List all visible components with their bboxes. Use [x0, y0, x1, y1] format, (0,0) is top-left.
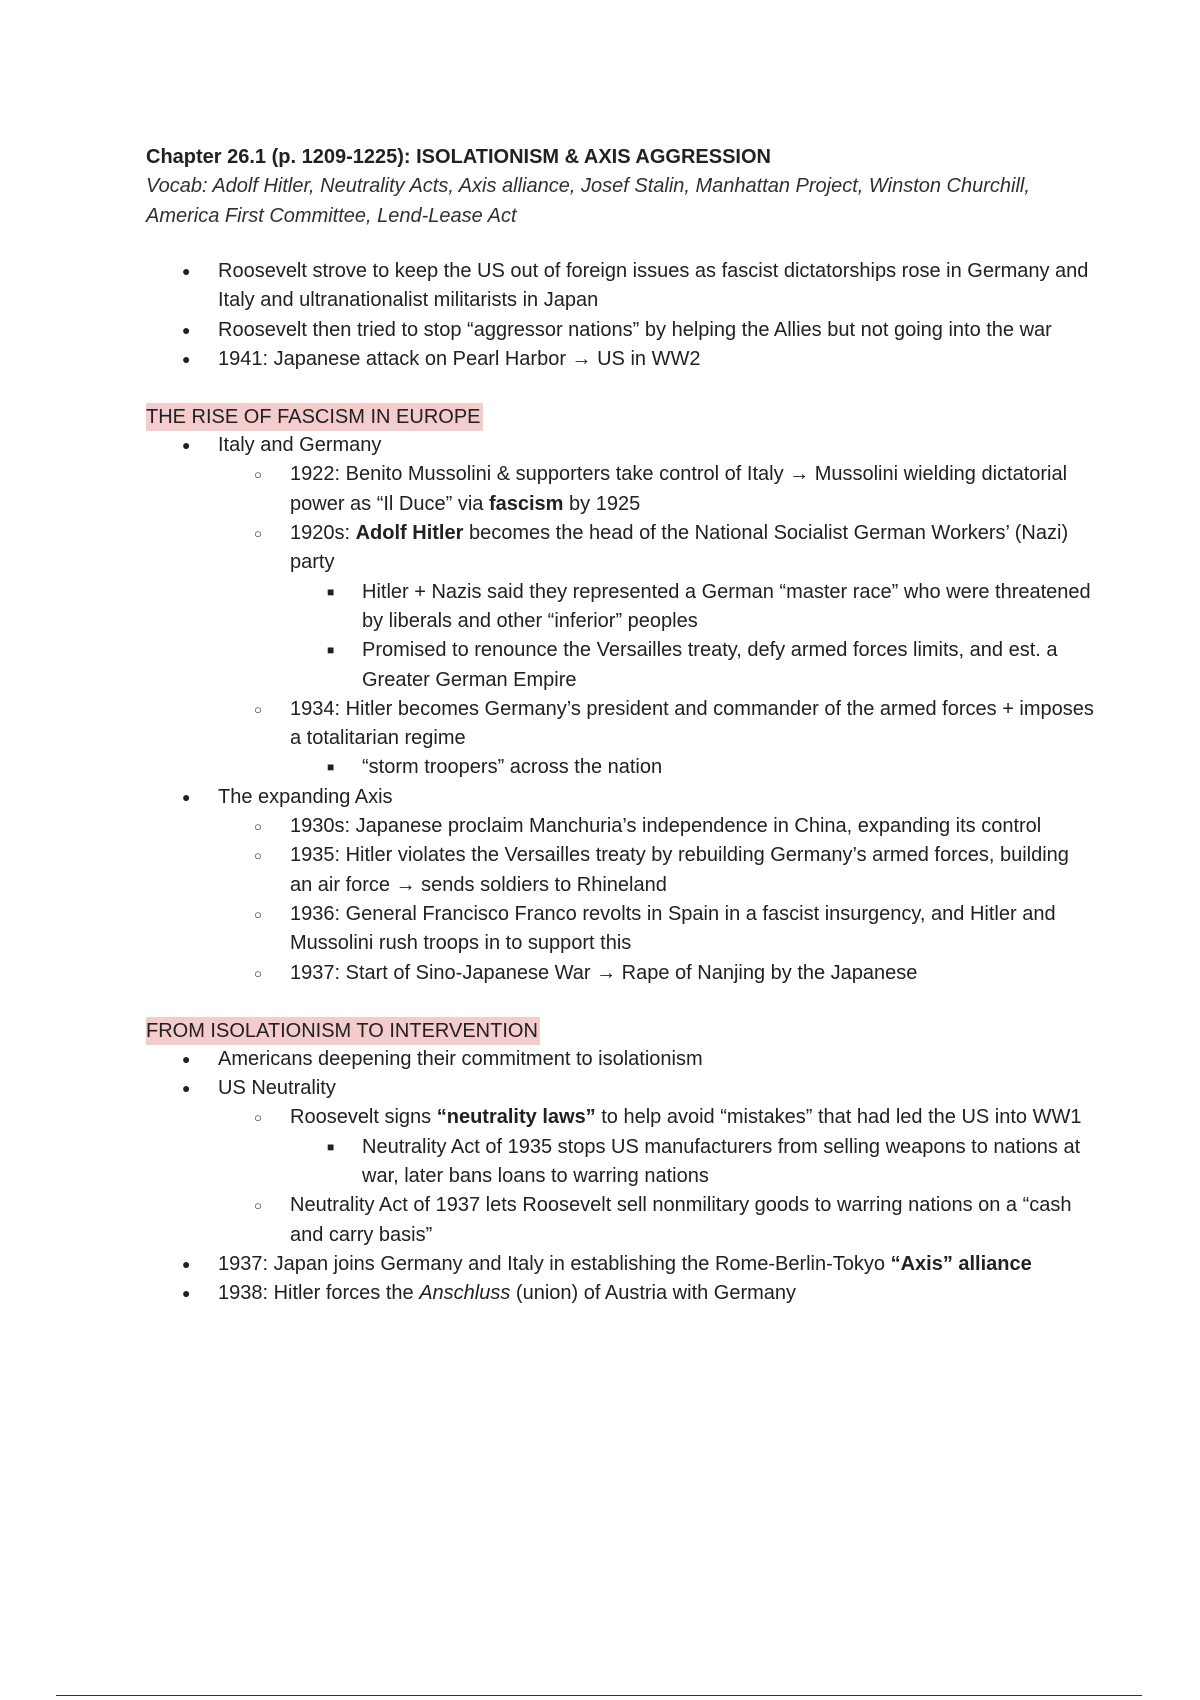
item-text: 1922: Benito Mussolini & supporters take control of Italy → Mussolini wielding dictatorial power as “Il Duce” via — [290, 463, 1068, 515]
list-item: ■ “storm troopers” across the nation — [290, 753, 1096, 782]
sublist — [290, 753, 1096, 782]
list-item — [146, 1074, 1096, 1250]
bold-term: fascism — [488, 492, 564, 515]
item-text: US Neutrality — [218, 1077, 336, 1100]
bold-term: “neutrality laws” — [436, 1106, 596, 1129]
section-heading-rise-of-fascism: THE RISE OF FASCISM IN EUROPE — [146, 403, 483, 431]
list-item: ○ 1937: Start of Sino-Japanese War → Rape of Nanjing by the Japanese — [218, 959, 1096, 988]
sublist — [218, 812, 1096, 988]
item-text: 1937: Japan joins Germany and Italy in establishing the Rome-Berlin-Tokyo — [218, 1252, 891, 1275]
list-item: ● Americans deepening their commitment to isolationism — [146, 1045, 1096, 1074]
vocab-line: Vocab: Adolf Hitler, Neutrality Acts, Axis alliance, Josef Stalin, Manhattan Project, Winston Churchill, America First Committee, Lend-Lease Act — [146, 175, 1030, 227]
item-text: 1934: Hitler becomes Germany’s president and commander of the armed forces + imposes a totalitarian regime — [290, 697, 1094, 750]
list-item — [218, 695, 1096, 783]
item-text: Italy and Germany — [218, 434, 382, 457]
list-item: ○ 1936: General Francisco Franco revolts in Spain in a fascist insurgency, and Hitler and Mussolini rush troops in to support this — [218, 900, 1096, 959]
item-text: 1920s: — [290, 522, 356, 545]
sublist — [290, 1133, 1096, 1192]
fascism-list — [146, 431, 1096, 988]
item-text: by 1925 — [563, 492, 641, 515]
list-item — [218, 460, 1096, 519]
italic-term: Anschluss — [419, 1282, 511, 1305]
item-text: The expanding Axis — [218, 785, 393, 808]
list-item: ○ 1935: Hitler violates the Versailles treaty by rebuilding Germany’s armed forces, building an air force → sends soldiers to Rhineland — [218, 841, 1096, 900]
chapter-title: Chapter 26.1 (p. 1209-1225): ISOLATIONISM & AXIS AGGRESSION — [146, 146, 771, 168]
intervention-list — [146, 1045, 1096, 1309]
list-item — [218, 1103, 1096, 1191]
item-text: becomes the head of the National Socialist German Workers’ (Nazi) party — [290, 522, 1069, 574]
bottom-divider — [56, 1695, 1142, 1696]
sublist — [290, 578, 1096, 695]
bold-term: Adolf Hitler — [355, 522, 464, 545]
intro-list — [146, 257, 1096, 374]
list-item: ● 1941: Japanese attack on Pearl Harbor → US in WW2 — [146, 345, 1096, 374]
item-text: 1938: Hitler forces the — [218, 1282, 420, 1305]
sublist — [218, 1103, 1096, 1249]
list-item — [146, 783, 1096, 988]
section-heading-isolationism-to-intervention: FROM ISOLATIONISM TO INTERVENTION — [146, 1017, 540, 1045]
list-item — [146, 1250, 1096, 1279]
list-item — [146, 431, 1096, 783]
bold-term: “Axis” alliance — [890, 1252, 1032, 1275]
list-item — [146, 1279, 1096, 1308]
list-item: ■ Promised to renounce the Versailles treaty, defy armed forces limits, and est. a Greater German Empire — [290, 636, 1096, 695]
notes-page — [146, 143, 1096, 1309]
item-text: to help avoid “mistakes” that had led the US into WW1 — [595, 1106, 1082, 1129]
item-text: Roosevelt signs — [290, 1106, 437, 1129]
list-item: ■ Neutrality Act of 1935 stops US manufacturers from selling weapons to nations at war, later bans loans to warring nations — [290, 1133, 1096, 1192]
list-item: ● Roosevelt then tried to stop “aggressor nations” by helping the Allies but not going into the war — [146, 316, 1096, 345]
list-item — [218, 519, 1096, 695]
sublist — [218, 460, 1096, 782]
item-text: (union) of Austria with Germany — [510, 1282, 797, 1305]
list-item: ○ 1930s: Japanese proclaim Manchuria’s independence in China, expanding its control — [218, 812, 1096, 841]
list-item: ● Roosevelt strove to keep the US out of foreign issues as fascist dictatorships rose in Germany and Italy and ultranationalist militarists in Japan — [146, 257, 1096, 316]
list-item: ○ Neutrality Act of 1937 lets Roosevelt sell nonmilitary goods to warring nations on a “cash and carry basis” — [218, 1191, 1096, 1250]
list-item: ■ Hitler + Nazis said they represented a German “master race” who were threatened by liberals and other “inferior” peoples — [290, 578, 1096, 637]
